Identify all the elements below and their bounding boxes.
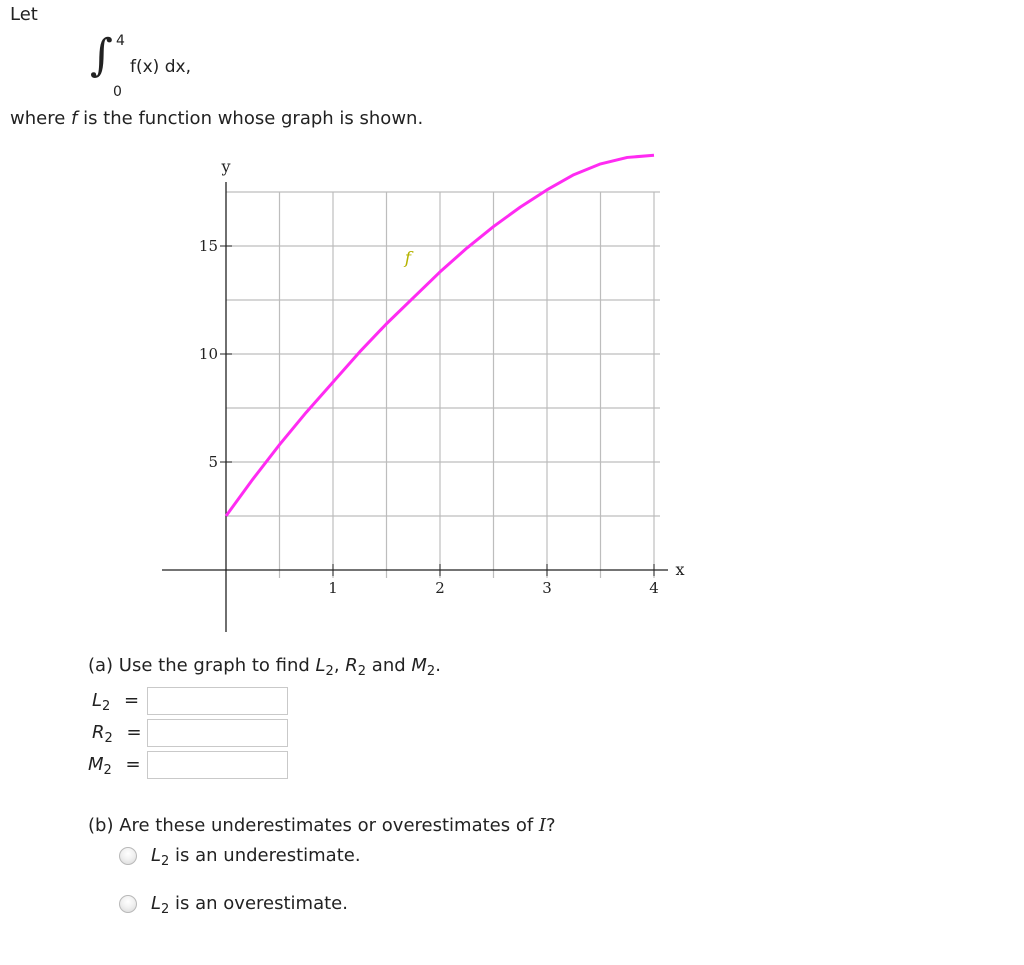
R2-label: [92, 722, 142, 746]
part-a-prefix: (a) Use the graph to find: [88, 655, 316, 676]
option-2-text: is an overestimate.: [169, 893, 348, 914]
L2-input[interactable]: [147, 687, 288, 715]
option-1-text: is an underestimate.: [169, 845, 361, 866]
integral-upper-limit: 4: [116, 33, 125, 49]
option-1-L: L: [151, 845, 162, 866]
part-a-M-sub: 2: [426, 664, 436, 679]
x-tick-label: 3: [542, 579, 552, 597]
overestimate-radio[interactable]: [119, 895, 137, 913]
where-sentence: [10, 108, 423, 129]
part-a-comma: ,: [333, 655, 346, 676]
part-a-R-sub: 2: [357, 664, 367, 679]
overestimate-option-label[interactable]: [151, 893, 348, 917]
y-tick-label: 10: [198, 345, 218, 363]
function-graph: [140, 150, 700, 640]
underestimate-option-label[interactable]: [151, 845, 361, 869]
M2-label: [88, 754, 141, 778]
part-a-L: L: [315, 655, 326, 676]
part-b-suffix: ?: [546, 815, 556, 836]
y-tick-label: 5: [208, 453, 218, 471]
integrand-text: f(x) dx,: [130, 57, 191, 77]
y-tick-label: 15: [198, 237, 218, 255]
x-axis-label: x: [675, 560, 685, 579]
R2-letter: R: [92, 722, 105, 743]
part-b-prompt: [88, 815, 556, 836]
R2-sub: 2: [104, 731, 113, 746]
M2-letter: M: [88, 754, 104, 775]
let-text: Let: [10, 4, 38, 25]
part-a-L-sub: 2: [325, 664, 334, 679]
R2-equals: =: [126, 722, 142, 743]
L2-label: [92, 690, 140, 714]
part-a-and: and: [366, 655, 412, 676]
curve-label: f: [404, 248, 412, 269]
where-f: f: [71, 108, 78, 129]
underestimate-radio[interactable]: [119, 847, 137, 865]
part-a-R: R: [345, 655, 358, 676]
part-b-I: I: [538, 815, 547, 836]
option-1-sub: 2: [161, 854, 170, 869]
part-a-M: M: [411, 655, 427, 676]
integral-sign: ∫: [90, 30, 113, 81]
option-2-L: L: [151, 893, 162, 914]
M2-sub: 2: [103, 763, 112, 778]
R2-input[interactable]: [147, 719, 288, 747]
x-tick-label: 4: [649, 579, 659, 597]
part-b-prefix: (b) Are these underestimates or overestimates of: [88, 815, 539, 836]
x-tick-label: 1: [328, 579, 338, 597]
M2-equals: =: [125, 754, 141, 775]
L2-sub: 2: [102, 699, 111, 714]
x-tick-label: 2: [435, 579, 445, 597]
where-prefix: where: [10, 108, 72, 129]
L2-letter: L: [92, 690, 103, 711]
option-2-sub: 2: [161, 902, 170, 917]
part-a-prompt: [88, 655, 441, 679]
L2-equals: =: [124, 690, 140, 711]
where-suffix: is the function whose graph is shown.: [77, 108, 424, 129]
integral-lower-limit: 0: [113, 84, 122, 100]
y-axis-label: y: [221, 157, 231, 176]
M2-input[interactable]: [147, 751, 288, 779]
part-a-period: .: [435, 655, 441, 676]
